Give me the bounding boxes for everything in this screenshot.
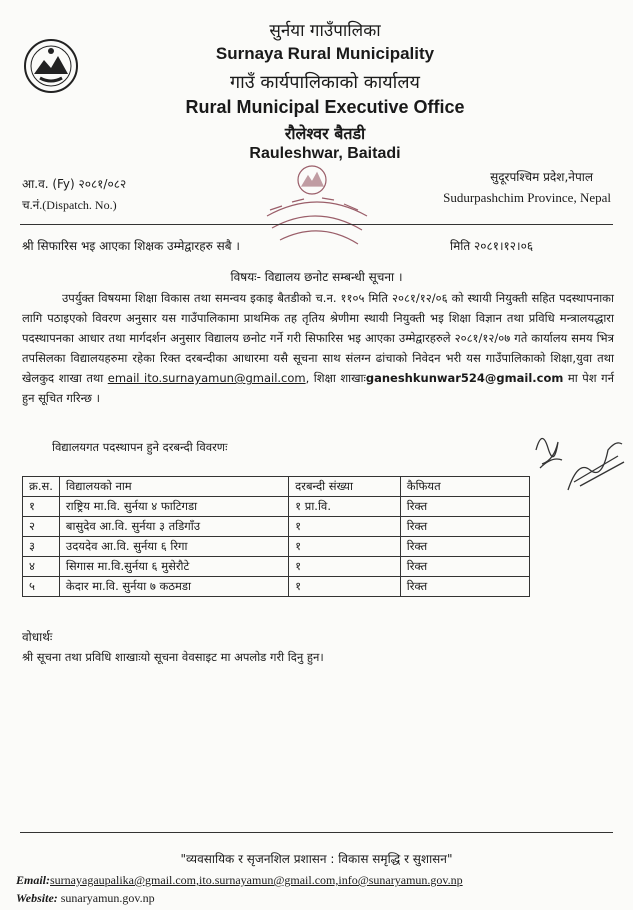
body-text-part1: उपर्युक्त विषयमा शिक्षा विकास तथा समन्वय इकाइ बैतडीको च.न. ११०५ मिति २०८१/१२/०६ को स्थायी नियुक्ती सहित पदस्थापनाका लागि पठाइएको विवरण अनुसार यस गाउँपालिकामा प्राथमिक तह तृतिय श्रेणीमा स्थायी नियुक्ती भइ शिक्षा विज्ञान तथा प्रविधि मन्त्रालयद्धारा पदस्थापनका आधार तथा मार्गदर्शन अनुसार विद्यालय छनोट गर्ने गरी सिफारिस भइ आएका उम्मेद्वारहरुले २०८१/१२/०७ गते कार्यालय समय भित्र तपसिलका विद्यालयहरुमा रहेका रिक्त दरबन्दीका आधारमा यसै सूचना साथ संलग्न ढांचाको निवेदन भरी यस गाउँपालिकाको शिक्षा,युवा तथा खेलकुद शाखा तथा bbox=[22, 291, 614, 385]
cell-school: केदार मा.वि. सुर्नया ७ कठमडा bbox=[59, 577, 288, 597]
municipality-name-np: सुर्नया गाउँपालिका bbox=[269, 21, 381, 41]
fiscal-year: आ.व. (Fy) २०८१/०८२ bbox=[22, 177, 127, 191]
table-row bbox=[23, 557, 530, 577]
cc-title: वोधार्थः bbox=[22, 630, 53, 644]
location-np: रौलेश्वर बैतडी bbox=[284, 124, 366, 143]
letter-date: मिति २०८१।१२।०६ bbox=[450, 239, 534, 253]
col-header-school: विद्यालयको नाम bbox=[59, 477, 288, 497]
table-row bbox=[23, 577, 530, 597]
cell-school: बासुदेव आ.वि. सुर्नया ३ तडिगाँउ bbox=[59, 517, 288, 537]
footer-slogan: "व्यवसायिक र सृजनशिल प्रशासन : विकास समृद्धि र सुशासन" bbox=[180, 852, 453, 866]
municipality-emblem-icon bbox=[22, 38, 80, 94]
signature-icon bbox=[528, 420, 628, 500]
cell-remarks: रिक्त bbox=[400, 517, 529, 537]
body-email-ito[interactable]: email ito.surnayamun@gmail.com bbox=[107, 371, 306, 385]
office-name-en: Rural Municipal Executive Office bbox=[185, 97, 465, 117]
cell-school: राष्ट्रिय मा.वि. सुर्नया ४ फाटिगडा bbox=[59, 497, 288, 517]
col-header-posts: दरबन्दी संख्या bbox=[289, 477, 401, 497]
cell-school: सिगास मा.वि.सुर्नया ६ मुसेरौटे bbox=[59, 557, 288, 577]
cell-posts: १ प्रा.वि. bbox=[289, 497, 401, 517]
email-label: Email: bbox=[16, 873, 51, 887]
table-header-row bbox=[23, 477, 530, 497]
recipient-line: श्री सिफारिस भइ आएका शिक्षक उम्मेद्वारहरु सबै । bbox=[22, 239, 240, 253]
letter-body bbox=[22, 288, 614, 408]
col-header-remarks: कैफियत bbox=[400, 477, 529, 497]
body-text-part2: , शिक्षा शाखाः bbox=[305, 371, 366, 385]
table-row bbox=[23, 497, 530, 517]
cell-remarks: रिक्त bbox=[400, 537, 529, 557]
table-row bbox=[23, 537, 530, 557]
province-en: Sudurpashchim Province, Nepal bbox=[443, 190, 611, 205]
cell-sn: २ bbox=[23, 517, 60, 537]
municipality-name-en: Surnaya Rural Municipality bbox=[215, 44, 435, 63]
dispatch-number: च.नं.(Dispatch. No.) bbox=[22, 198, 117, 212]
body-email-education[interactable]: ganeshkunwar524@gmail.com bbox=[365, 371, 564, 385]
vacancy-table bbox=[22, 476, 530, 597]
footer-website[interactable]: sunaryamun.gov.np bbox=[60, 891, 155, 905]
table-intro: विद्यालयगत पदस्थापन हुने दरबन्दी विवरणः bbox=[52, 440, 228, 454]
header-divider bbox=[20, 224, 613, 225]
col-header-sn: क्र.स. bbox=[23, 477, 60, 497]
body-text-part3: मा पेश गर्न हुन सूचित गरिन्छ । bbox=[22, 371, 614, 405]
cell-posts: १ bbox=[289, 537, 401, 557]
cell-posts: १ bbox=[289, 517, 401, 537]
footer-divider bbox=[20, 832, 613, 833]
office-stamp-icon bbox=[262, 158, 372, 248]
footer-emails[interactable]: surnayagaupalika@gmail.com,ito.surnayamun@gmail.com,info@sunaryamun.gov.np bbox=[50, 873, 463, 887]
cell-posts: १ bbox=[289, 577, 401, 597]
cell-sn: ५ bbox=[23, 577, 60, 597]
table-row bbox=[23, 517, 530, 537]
location-en: Rauleshwar, Baitadi bbox=[249, 145, 401, 162]
footer-website-line bbox=[16, 891, 155, 906]
footer-email-line bbox=[16, 873, 463, 888]
cell-posts: १ bbox=[289, 557, 401, 577]
cell-remarks: रिक्त bbox=[400, 497, 529, 517]
cell-sn: ४ bbox=[23, 557, 60, 577]
cell-sn: ३ bbox=[23, 537, 60, 557]
cell-school: उदयदेव आ.वि. सुर्नया ६ रिगा bbox=[59, 537, 288, 557]
cell-remarks: रिक्त bbox=[400, 557, 529, 577]
cell-sn: १ bbox=[23, 497, 60, 517]
website-label: Website: bbox=[16, 891, 58, 905]
cc-text: श्री सूचना तथा प्रविधि शाखाःयो सूचना वेवसाइट मा अपलोड गरी दिनु हुन। bbox=[22, 650, 324, 664]
letter-subject: विषयः- विद्यालय छनोट सम्बन्धी सूचना । bbox=[230, 270, 403, 284]
office-name-np: गाउँ कार्यपालिकाको कार्यालय bbox=[230, 72, 420, 93]
province-np: सुदूरपश्चिम प्रदेश,नेपाल bbox=[490, 170, 593, 184]
cell-remarks: रिक्त bbox=[400, 577, 529, 597]
